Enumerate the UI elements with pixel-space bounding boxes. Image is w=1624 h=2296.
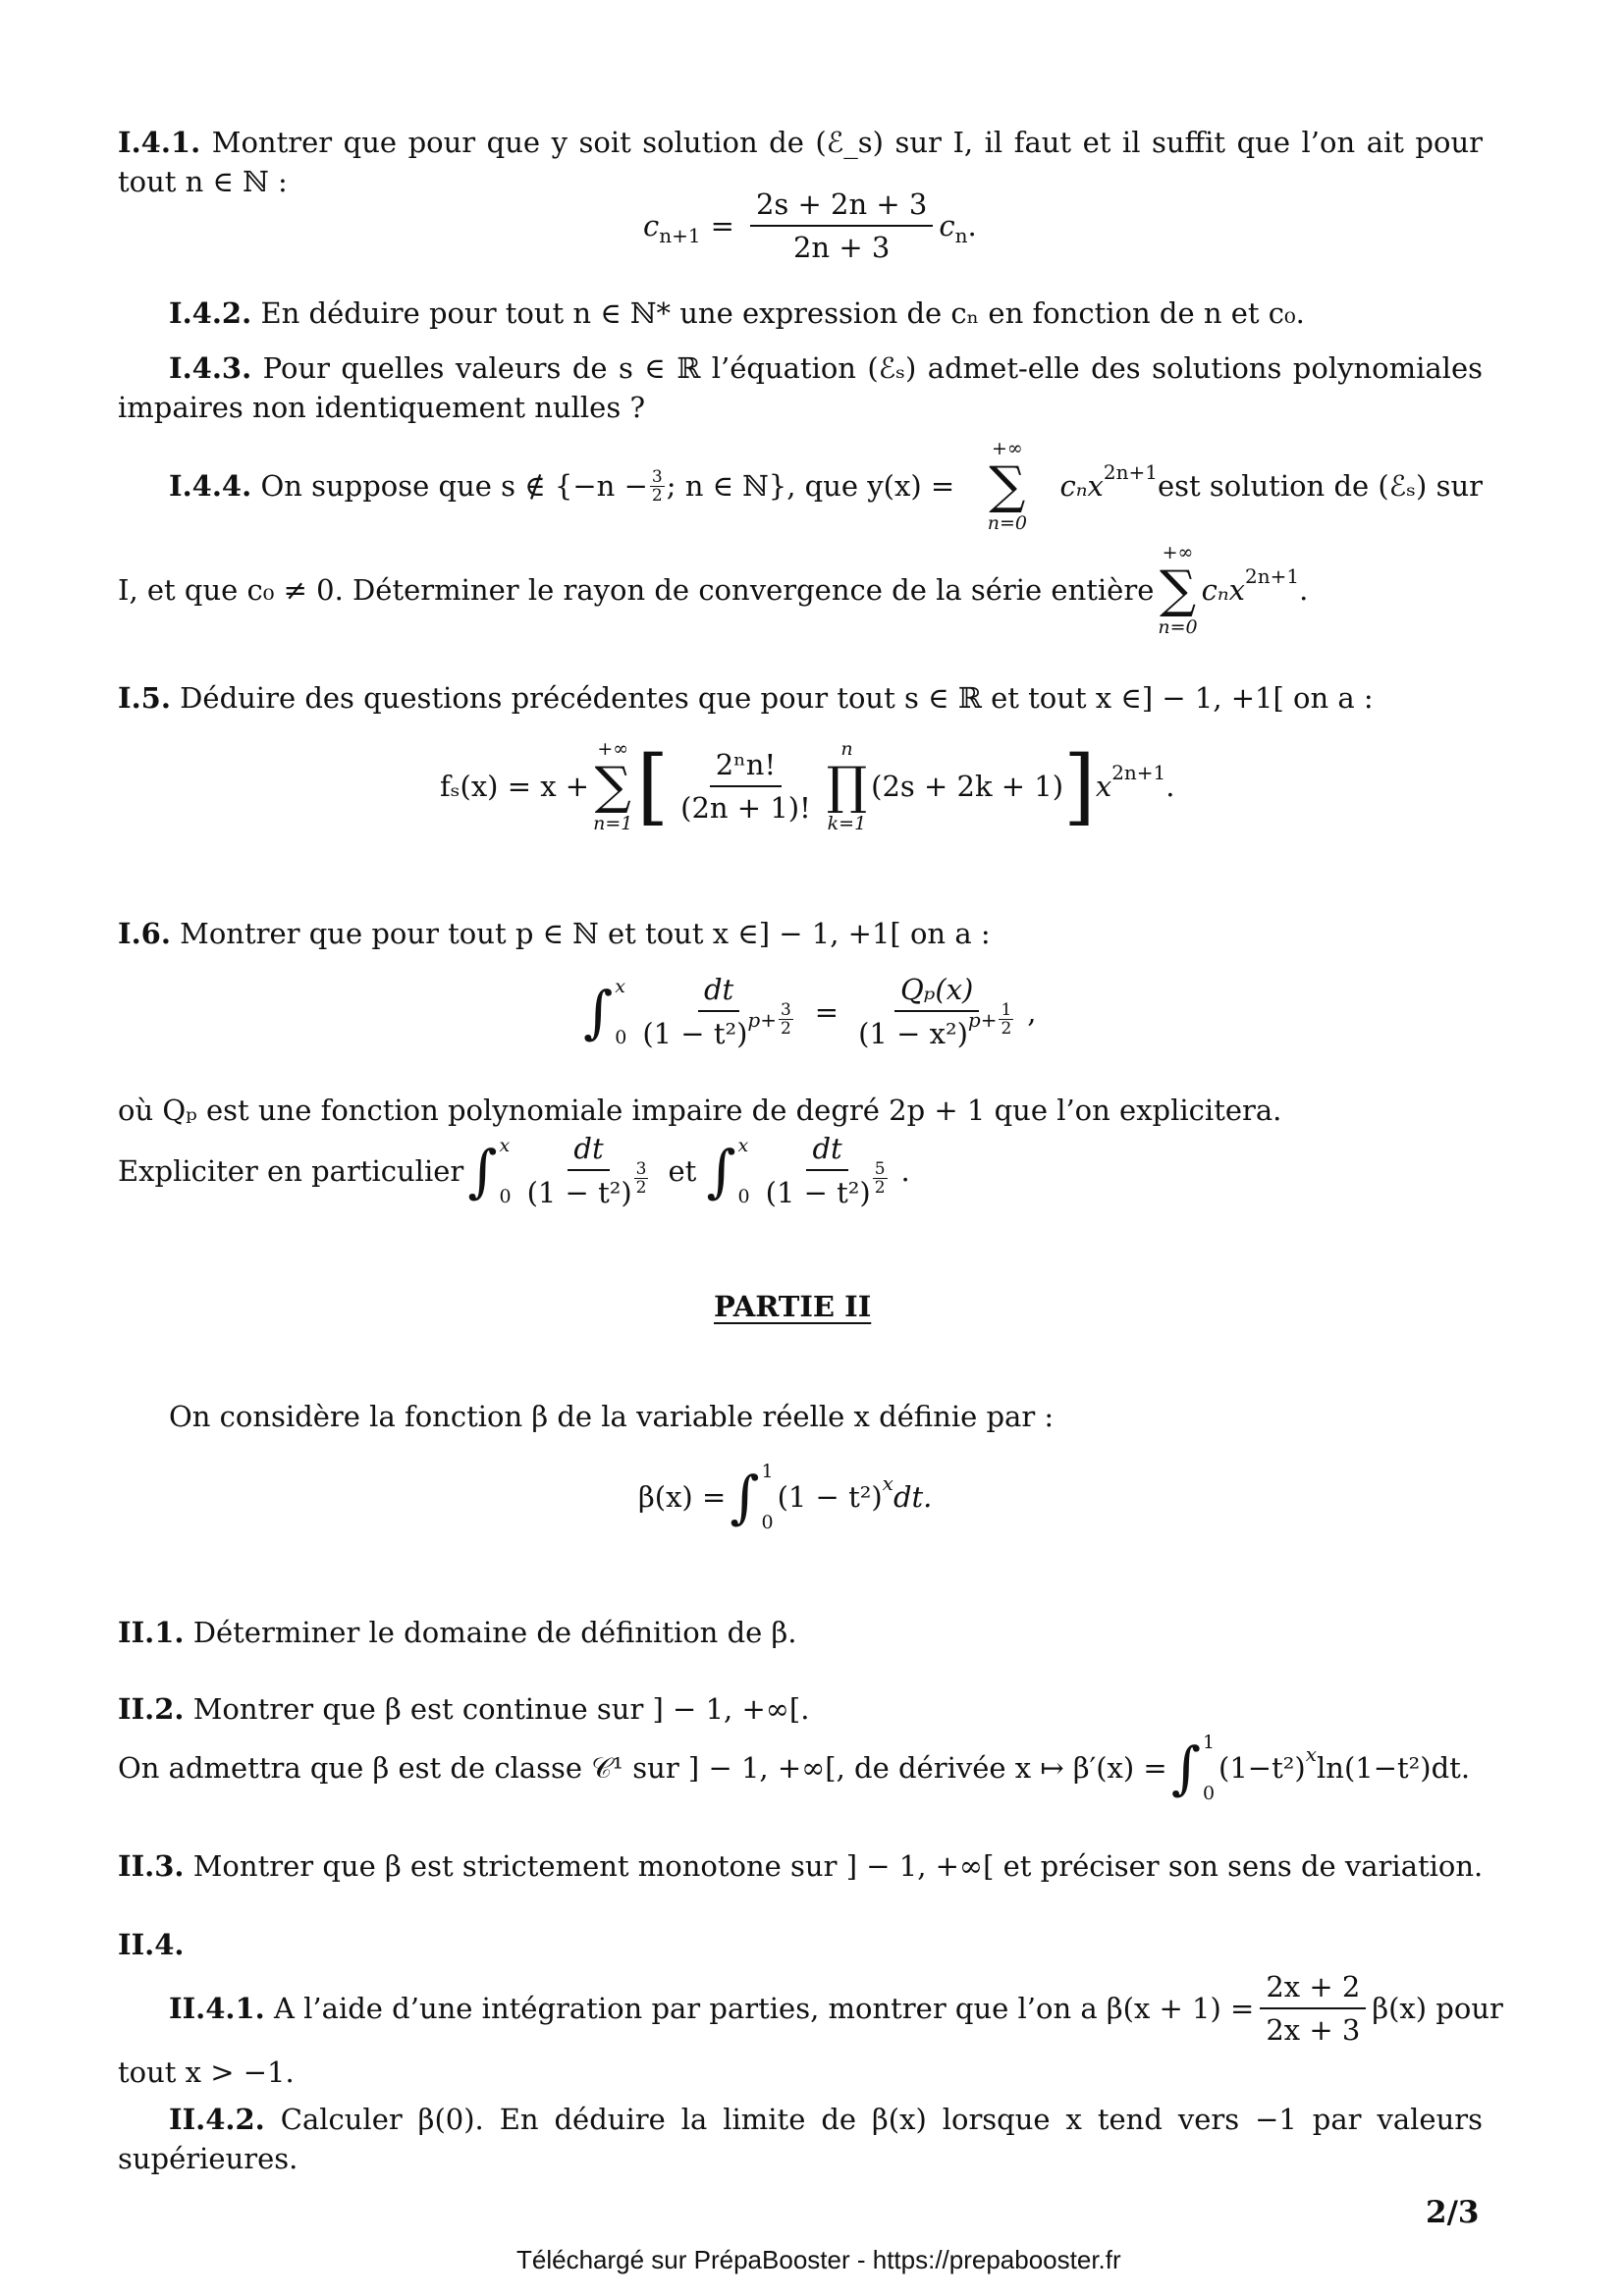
- product-operator: [827, 738, 867, 834]
- eq-numerator: 2s + 2n + 3: [750, 187, 933, 227]
- question-text: Montrer que pour que y soit solution de (ℰ_s) sur I, il faut et il suffit que l’on ait pour: [211, 126, 1483, 159]
- beta-integrand: (1 − t²): [777, 1480, 883, 1514]
- int-lower: 0: [1202, 1783, 1216, 1804]
- sum-upper: +∞: [597, 738, 629, 760]
- question-label: II.2.: [118, 1692, 185, 1726]
- eq-rhs-sub: n: [954, 224, 968, 247]
- question-I-4-4-line1: [169, 438, 1483, 534]
- eq-fraction: [750, 187, 933, 265]
- integral-sign: ∫ 1 0: [730, 1461, 774, 1533]
- question-text-b: ; n ∈ ℕ}, que y(x) =: [666, 469, 955, 503]
- eq-equals: =: [710, 209, 734, 242]
- prod-upper: n: [840, 738, 853, 760]
- question-label: I.6.: [118, 917, 171, 950]
- rhs-fraction: [852, 972, 1021, 1051]
- frac-den: 2: [651, 485, 663, 506]
- line2-text: On admettra que β est de classe 𝒞¹ sur ] − 1, +∞[, de dérivée x ↦ β′(x) =: [118, 1751, 1167, 1785]
- period: .: [1299, 573, 1309, 607]
- frac-denominator: 2x + 3: [1266, 2013, 1361, 2047]
- sum-operator: [988, 438, 1027, 534]
- question-II-2: [118, 1690, 809, 1728]
- question-I-4-2: [169, 294, 1305, 332]
- exp-num: 3: [635, 1159, 647, 1179]
- sum-symbol: ∑: [989, 456, 1026, 515]
- beta-dt: dt.: [893, 1480, 933, 1514]
- exp-den: 2: [1001, 1019, 1012, 1039]
- equals: =: [814, 994, 839, 1029]
- i1-denominator: (1 − t²): [526, 1175, 632, 1209]
- question-text: Montrer que β est strictement monotone sur ] − 1, +∞[ et préciser son sens de variation.: [192, 1849, 1484, 1883]
- exp-num: 3: [780, 1000, 791, 1020]
- question-I-4-3-line1: [169, 349, 1483, 387]
- integral-sign: ∫ x 0: [467, 1134, 512, 1207]
- equation-fs: [440, 738, 1175, 834]
- rhs-denominator: (1 − x²): [858, 1016, 968, 1050]
- eq-denominator: 2n + 3: [792, 231, 891, 264]
- question-I-6: [118, 915, 991, 952]
- comma: ,: [1027, 994, 1037, 1029]
- lhs-numerator: dt: [698, 972, 739, 1012]
- question-text-a: On suppose que s ∉ {−n −: [260, 469, 648, 503]
- section-title: PARTIE II: [714, 1290, 872, 1323]
- question-label: I.4.2.: [169, 296, 252, 330]
- int-lower: 0: [737, 1185, 750, 1207]
- question-II-4-1-line1: [169, 1969, 1503, 2048]
- frac-numerator: 2x + 2: [1260, 1969, 1366, 2009]
- product-factor: (2s + 2k + 1): [871, 770, 1064, 803]
- exp-den: 2: [635, 1178, 647, 1198]
- line3-text: Expliciter en particulier: [118, 1153, 464, 1188]
- fs-tail: x: [1095, 770, 1112, 803]
- page-number: 2/3: [1426, 2195, 1480, 2230]
- lhs-exp: p+: [747, 1007, 777, 1032]
- question-text-a: A l’aide d’une intégration par parties, montrer que l’on a β(x + 1) =: [274, 1992, 1255, 2025]
- derivative-exp: x: [1305, 1742, 1317, 1766]
- equation-integral-Qp: [579, 972, 1037, 1051]
- question-II-4-2-line1: [169, 2101, 1483, 2138]
- sum-lower: n=1: [593, 813, 633, 834]
- sum-upper: +∞: [1162, 542, 1194, 563]
- sum-symbol: ∑: [1159, 561, 1197, 619]
- period: .: [1165, 770, 1175, 803]
- question-I-4-1-line1: [118, 124, 1483, 161]
- question-label: I.4.3.: [169, 351, 252, 385]
- prod-symbol: ∏: [826, 757, 868, 816]
- eq-lhs-sub: n+1: [659, 224, 701, 247]
- int-upper: x: [615, 975, 625, 997]
- left-bracket: [: [636, 738, 670, 834]
- exp-num: 5: [874, 1159, 886, 1179]
- beta-lhs: β(x) =: [638, 1480, 727, 1514]
- int-lower: 0: [761, 1512, 774, 1533]
- question-I-4-1-line2: tout n ∈ ℕ :: [118, 165, 288, 198]
- question-label: I.4.4.: [169, 469, 252, 503]
- question-label: I.4.1.: [118, 126, 201, 159]
- question-text: Pour quelles valeurs de s ∈ ℝ l’équation (ℰₛ) admet-elle des solutions polynomiales: [262, 351, 1484, 385]
- exp-den: 2: [874, 1178, 886, 1198]
- question-II-4-2-line2: supérieures.: [118, 2142, 298, 2175]
- integral-sign: ∫ x 0: [706, 1134, 750, 1207]
- beta-exp: x: [882, 1471, 893, 1495]
- int-upper: 1: [761, 1461, 774, 1482]
- fs-fraction: [675, 747, 817, 826]
- exp-den: 2: [780, 1019, 791, 1039]
- question-II-1: [118, 1614, 797, 1651]
- question-text-c: est solution de (ℰₛ) sur: [1157, 469, 1483, 503]
- download-footer: Téléchargé sur PrépaBooster - https://prepabooster.fr: [516, 2245, 1121, 2274]
- question-label: II.4.1.: [169, 1992, 265, 2025]
- question-text: Déduire des questions précédentes que pour tout s ∈ ℝ et tout x ∈] − 1, +1[ on a :: [180, 681, 1374, 715]
- integral2-fraction: [760, 1131, 895, 1210]
- integral-sign: ∫ x 0: [583, 975, 627, 1048]
- i2-denominator: (1 − t²): [765, 1175, 871, 1209]
- rhs-numerator: Qₚ(x): [894, 972, 979, 1012]
- frac-num: 3: [651, 466, 663, 487]
- series-exp: 2n+1: [1244, 564, 1300, 588]
- derivative-log: ln(1−t²)dt.: [1317, 1751, 1471, 1785]
- question-II-2-line2: [118, 1732, 1470, 1804]
- question-II-4: II.4.: [118, 1928, 185, 1961]
- sum-lower: n=0: [987, 512, 1027, 534]
- question-label: II.1.: [118, 1616, 185, 1649]
- question-I-4-4-line2: [118, 542, 1308, 638]
- sum-operator-2: [1158, 542, 1197, 638]
- eq-rhs: c: [939, 209, 955, 242]
- fs-tail-exp: 2n+1: [1111, 761, 1166, 784]
- question-I-6-line3: [118, 1131, 910, 1210]
- question-text: Calculer β(0). En déduire la limite de β(x) lorsque x tend vers −1 par valeurs: [280, 2103, 1484, 2136]
- question-text-b: β(x) pour: [1372, 1992, 1503, 2025]
- int-upper: x: [499, 1134, 511, 1156]
- fraction-three-halves: [650, 468, 665, 505]
- sum-upper: +∞: [991, 438, 1023, 459]
- question-II-4-1-line2: tout x > −1.: [118, 2056, 295, 2089]
- int-upper: 1: [1202, 1732, 1216, 1753]
- integral1-fraction: [521, 1131, 657, 1210]
- fs-denominator: (2n + 1)!: [680, 791, 811, 825]
- sum-operator: [593, 738, 632, 834]
- int-lower: 0: [499, 1185, 512, 1207]
- series-exp: 2n+1: [1103, 460, 1158, 484]
- question-I-6-line2: où Qₚ est une fonction polynomiale impaire de degré 2p + 1 que l’on explicitera.: [118, 1094, 1282, 1127]
- recurrence-fraction: [1260, 1969, 1366, 2048]
- period: .: [900, 1153, 910, 1188]
- series-term: cₙx: [1059, 469, 1104, 503]
- eq-end: .: [967, 209, 977, 242]
- part2-intro: On considère la fonction β de la variable réelle x définie par :: [169, 1400, 1055, 1433]
- prod-lower: k=1: [827, 813, 867, 834]
- int-upper: x: [737, 1134, 749, 1156]
- question-text: Montrer que pour tout p ∈ ℕ et tout x ∈] − 1, +1[ on a :: [180, 917, 991, 950]
- i2-numerator: dt: [806, 1131, 847, 1171]
- question-label: II.4.2.: [169, 2103, 265, 2136]
- equation-recurrence: [643, 187, 977, 265]
- question-text: Déterminer le domaine de définition de β.: [192, 1616, 797, 1649]
- question-label: II.3.: [118, 1849, 185, 1883]
- question-II-3: [118, 1847, 1483, 1885]
- question-I-4-3-line2: impaires non identiquement nulles ?: [118, 391, 645, 424]
- question-label: I.5.: [118, 681, 171, 715]
- lhs-denominator: (1 − t²): [642, 1016, 748, 1050]
- integral-sign: ∫ 1 0: [1170, 1732, 1216, 1804]
- question-text: En déduire pour tout n ∈ ℕ* une expression de cₙ en fonction de n et c₀.: [260, 296, 1305, 330]
- fs-numerator: 2ⁿn!: [710, 747, 782, 787]
- question-text-d: I, et que c₀ ≠ 0. Déterminer le rayon de convergence de la série entière: [118, 573, 1155, 607]
- series-term: cₙx: [1201, 573, 1245, 607]
- exp-num: 1: [1001, 1000, 1012, 1020]
- sum-symbol: ∑: [594, 757, 631, 816]
- derivative-integrand: (1−t²): [1218, 1751, 1306, 1785]
- fs-lhs: fₛ(x) = x +: [440, 770, 590, 803]
- right-bracket: ]: [1063, 738, 1096, 834]
- question-I-5: [118, 679, 1374, 717]
- sum-lower: n=0: [1158, 616, 1198, 638]
- rhs-exp: p+: [967, 1007, 998, 1032]
- conjunction: et: [668, 1153, 697, 1188]
- lhs-fraction: [636, 972, 800, 1051]
- question-text: Montrer que β est continue sur ] − 1, +∞[.: [192, 1692, 810, 1726]
- eq-lhs: c: [643, 209, 660, 242]
- equation-beta-definition: [638, 1461, 932, 1533]
- int-lower: 0: [615, 1026, 627, 1048]
- i1-numerator: dt: [568, 1131, 609, 1171]
